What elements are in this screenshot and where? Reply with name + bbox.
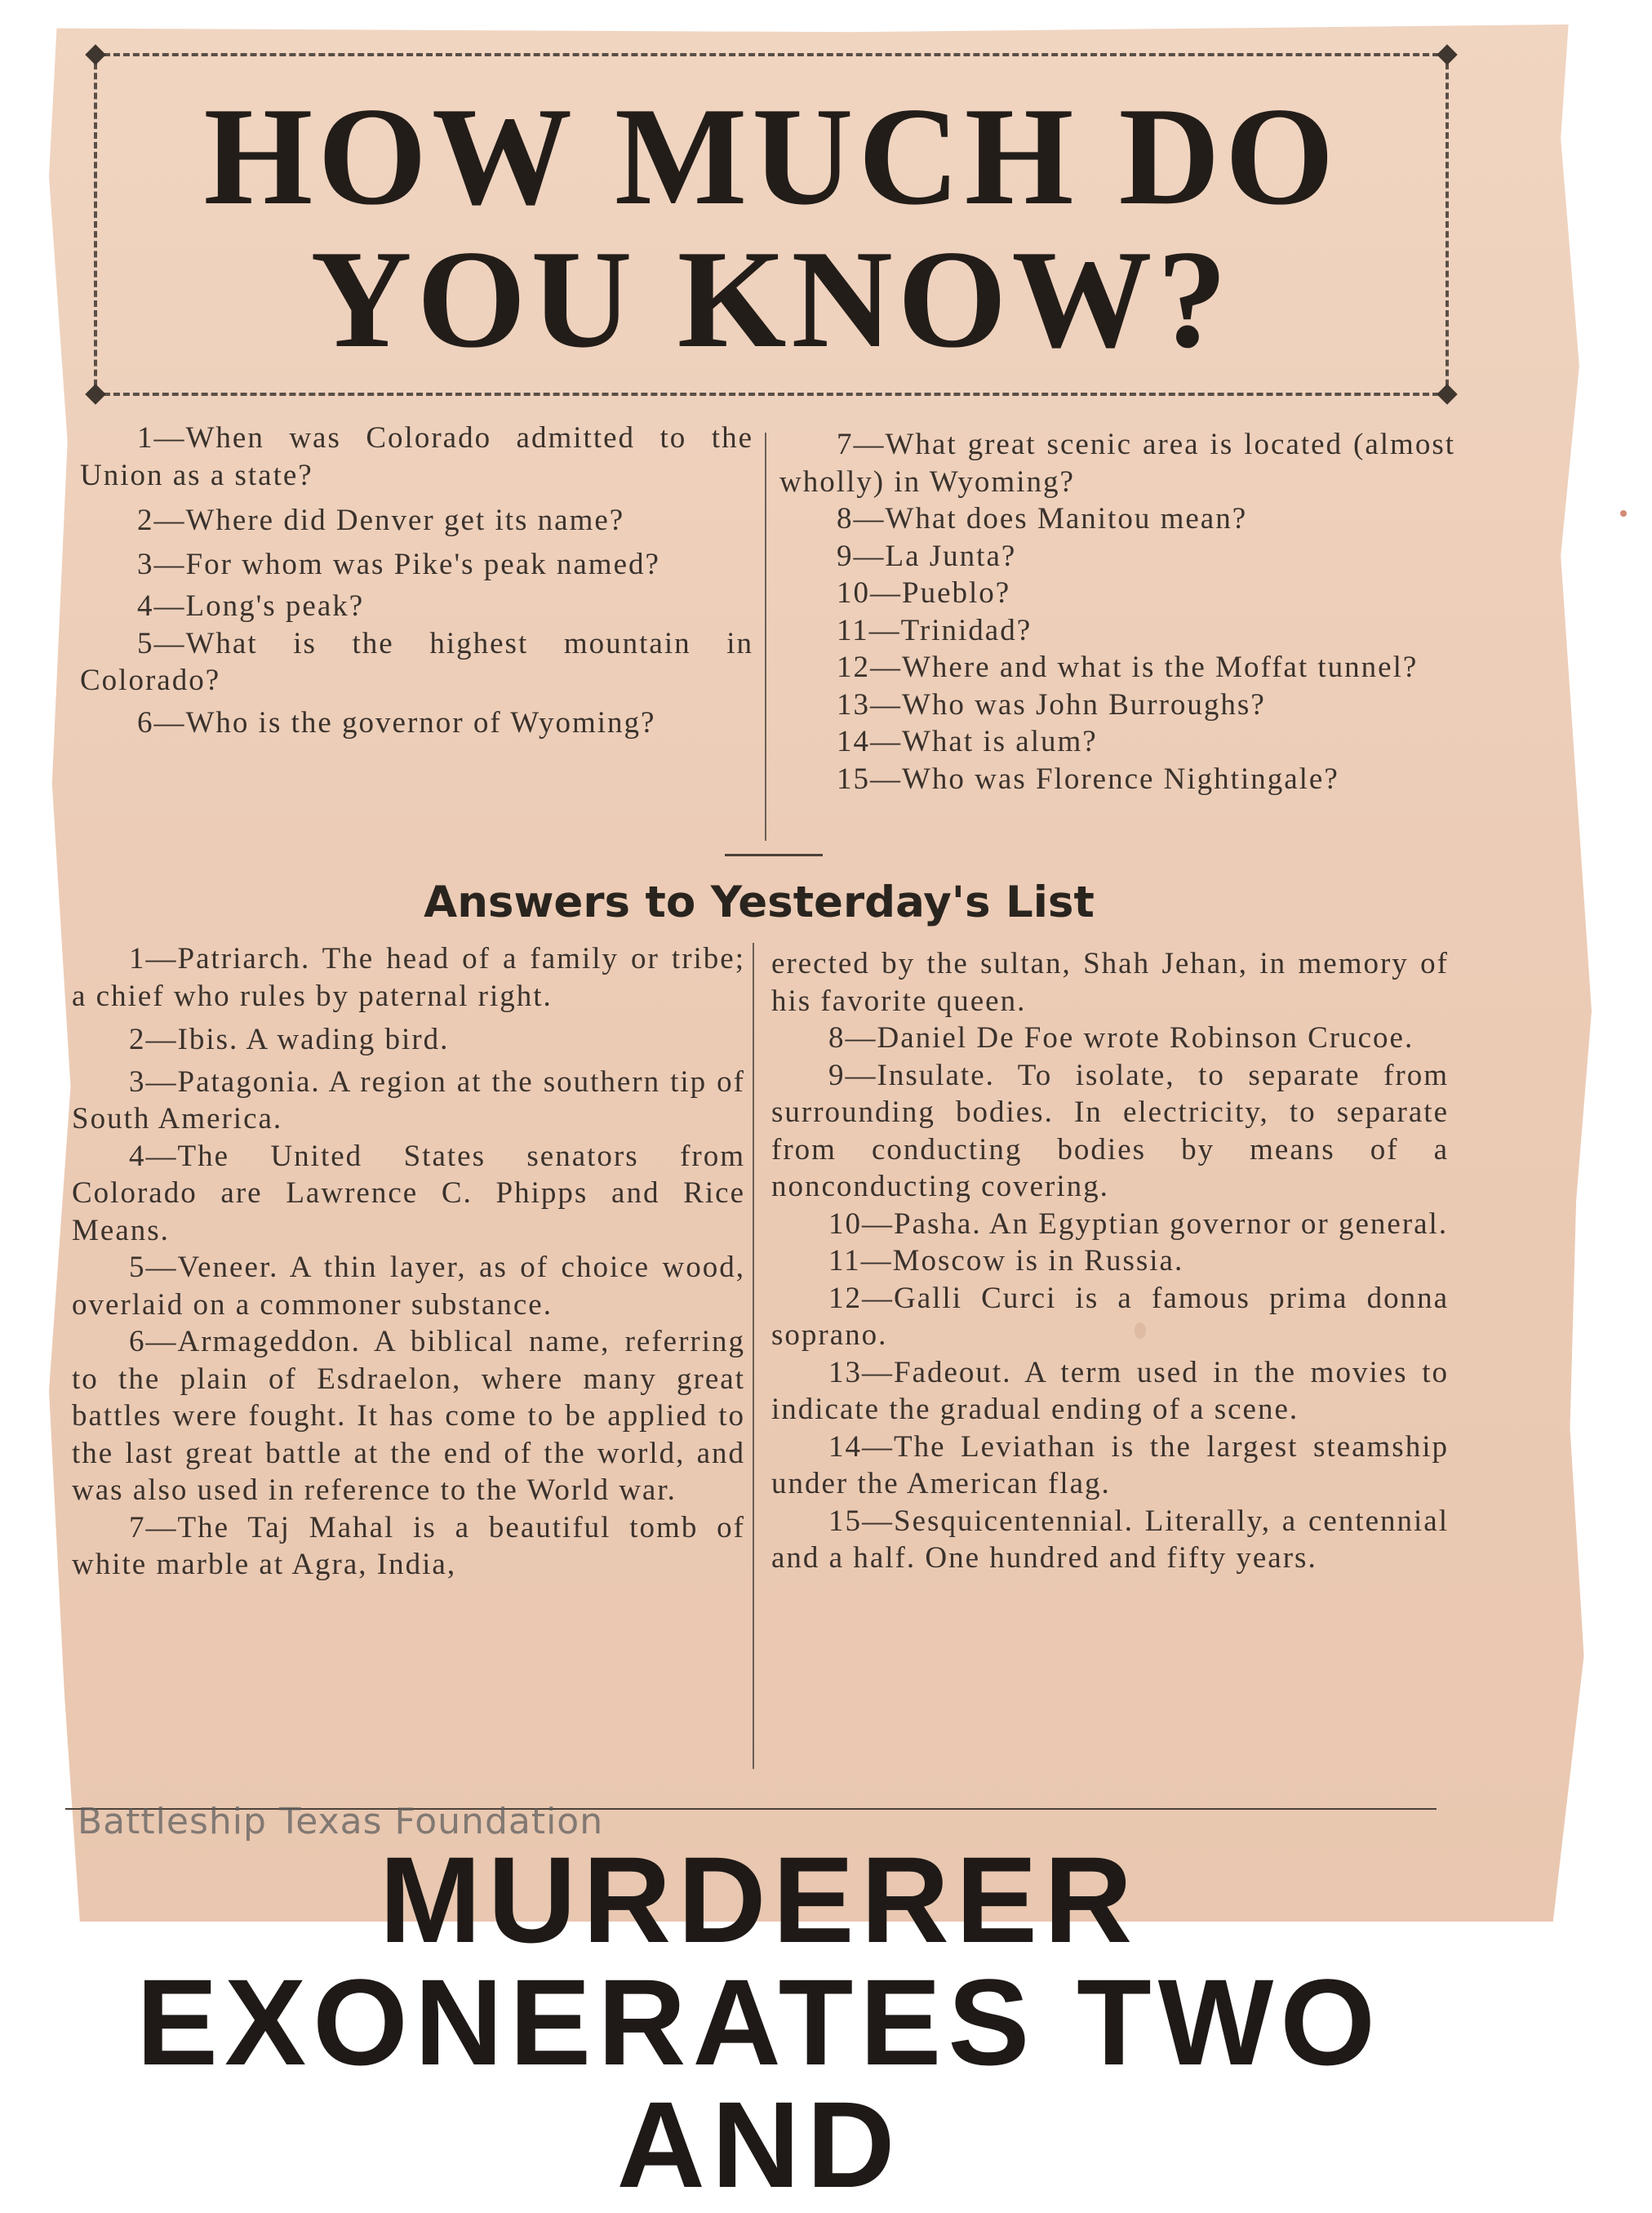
question-item: 8—What does Manitou mean? <box>837 502 1248 535</box>
question-item: 6—Who is the governor of Wyoming? <box>137 705 656 740</box>
answers-left-column <box>72 940 745 1584</box>
questions-right-column <box>779 426 1455 798</box>
answer-item: 5—Veneer. A thin layer, as of choice wood, overlaid on a commoner substance. <box>72 1251 745 1322</box>
answer-item: 10—Pasha. An Egyptian governor or general. <box>828 1206 1449 1241</box>
question-item: 9—La Junta? <box>837 539 1017 573</box>
question-item: 15—Who was Florence Nightingale? <box>837 762 1339 796</box>
question-item: 10—Pueblo? <box>837 576 1011 610</box>
question-item: 12—Where and what is the Moffat tunnel? <box>837 651 1419 684</box>
headline <box>94 79 1449 377</box>
headline-line-1: HOW MUCH DO <box>203 79 1339 234</box>
question-item: 13—Who was John Burroughs? <box>837 687 1266 722</box>
question-item: 1—When was Colorado admitted to the Union as a state? <box>80 421 753 492</box>
question-item: 2—Where did Denver get its name? <box>137 504 625 537</box>
answer-item: 3—Patagonia. A region at the southern tip of South America. <box>72 1064 745 1135</box>
question-item: 5—What is the highest mountain in Colorado? <box>80 626 753 697</box>
questions-left-column <box>80 420 753 741</box>
question-item: 7—What great scenic area is located (almost wholly) in Wyoming? <box>779 428 1455 499</box>
answers-right-column <box>771 945 1449 1577</box>
answer-item: 9—Insulate. To isolate, to separate from surrounding bodies. In electricity, to separate from conducting bodies by means of a nonconducting covering. <box>771 1058 1449 1203</box>
answers-heading: Answers to Yesterday's List <box>424 878 1095 927</box>
next-article-headline-cropped <box>65 1831 1453 2213</box>
answer-item: 4—The United States senators from Colorado are Lawrence C. Phipps and Rice Means. <box>72 1139 745 1247</box>
answer-item: 1—Patriarch. The head of a family or tribe; a chief who rules by paternal right. <box>72 942 745 1013</box>
answer-item: 7—The Taj Mahal is a beautiful tomb of white marble at Agra, India, <box>72 1510 745 1581</box>
section-divider <box>725 854 823 856</box>
column-divider <box>765 433 766 841</box>
answer-item: erected by the sultan, Shah Jehan, in memory of his favorite queen. <box>771 947 1449 1018</box>
question-item: 3—For whom was Pike's peak named? <box>137 547 660 581</box>
question-item: 4—Long's peak? <box>137 589 365 623</box>
answer-item: 15—Sesquicentennial. Literally, a centennial and a half. One hundred and fifty years. <box>771 1504 1449 1575</box>
paper-stain <box>1620 510 1627 517</box>
headline-line-2: YOU KNOW? <box>310 222 1232 377</box>
question-item: 14—What is alum? <box>837 725 1098 758</box>
next-article-headline: MURDERER EXONERATES TWO AND <box>136 1831 1382 2213</box>
answer-item: 2—Ibis. A wading bird. <box>129 1023 450 1056</box>
answer-item: 13—Fadeout. A term used in the movies to indicate the gradual ending of a scene. <box>771 1355 1449 1426</box>
question-item: 11—Trinidad? <box>837 613 1032 647</box>
answer-item: 11—Moscow is in Russia. <box>828 1244 1184 1278</box>
watermark: Battleship Texas Foundation <box>78 1801 604 1842</box>
answer-item: 6—Armageddon. A biblical name, referring to the plain of Esdraelon, where many great battles were fought. It has come to be applied to the last great battle at the end of the world, and was also used in reference to the World war. <box>72 1325 745 1507</box>
answer-item: 12—Galli Curci is a famous prima donna soprano. <box>771 1281 1449 1352</box>
answer-item: 8—Daniel De Foe wrote Robinson Crucoe. <box>828 1021 1414 1055</box>
answer-item: 14—The Leviathan is the largest steamship under the American flag. <box>771 1429 1449 1500</box>
column-divider <box>753 943 754 1769</box>
